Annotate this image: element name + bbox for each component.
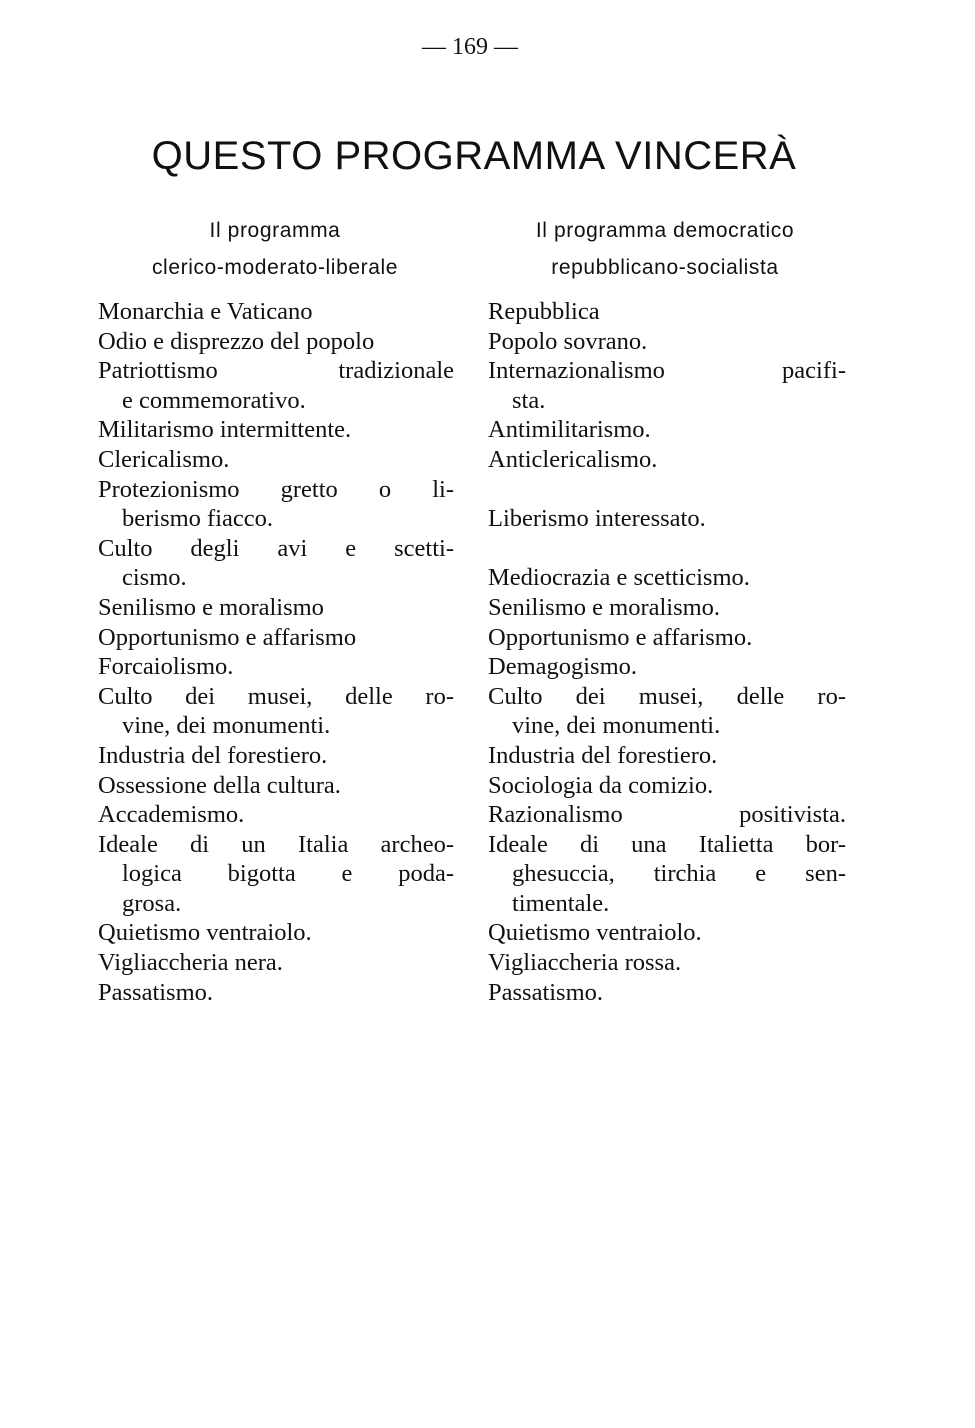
page-number: — 169 — (422, 34, 518, 60)
list-line: Repubblica (488, 298, 600, 325)
list-line: e commemorativo. (122, 386, 306, 414)
list-line: Opportunismo e affarismo. (488, 623, 753, 651)
list-line: Liberismo interessato. (488, 505, 706, 533)
list-line: Ideale di una Italietta bor- (488, 830, 846, 858)
list-line: berismo fiacco. (122, 505, 274, 533)
right-column-list (488, 297, 846, 1007)
list-line: Senilismo e moralismo. (488, 593, 721, 621)
list-line: grosa. (122, 889, 182, 917)
list-line (488, 475, 846, 505)
list-line: cismo. (122, 564, 187, 592)
list-line: Accademismo. (98, 801, 245, 829)
list-line: Vigliaccheria nera. (98, 949, 283, 977)
list-line: Industria del forestiero. (488, 741, 718, 769)
list-line: Passatismo. (488, 978, 604, 1006)
list-line: Razionalismo positivista. (488, 801, 846, 829)
list-line: logica bigotta e poda- (122, 860, 454, 888)
list-line (488, 534, 846, 564)
list-line: Ideale di un Italia archeo- (98, 830, 454, 858)
list-line: Vigliaccheria rossa. (488, 949, 682, 977)
list-line: Mediocrazia e scetticismo. (488, 564, 750, 592)
list-line: ghesuccia, tirchia e sen- (512, 860, 846, 888)
heading-line: Il programma (209, 219, 341, 242)
list-line: timentale. (512, 889, 610, 917)
heading-line: Il programma democratico (535, 219, 795, 242)
list-line: Popolo sovrano. (488, 327, 648, 355)
list-line: Ossessione della cultura. (98, 771, 341, 799)
list-line: Forcaiolismo. (98, 653, 234, 681)
list-line: Senilismo e moralismo (98, 593, 324, 621)
list-line: Quietismo ventraiolo. (488, 919, 702, 947)
list-line: Anticlericalismo. (488, 445, 658, 473)
list-line: Culto dei musei, delle ro- (488, 682, 846, 710)
list-line: Militarismo intermittente. (98, 416, 352, 444)
list-line: Passatismo. (98, 978, 214, 1006)
left-column-list (98, 297, 454, 1007)
list-line: Patriottismo tradizionale (98, 357, 454, 385)
list-line: Culto degli avi e scetti- (98, 534, 454, 562)
list-line: Internazionalismo pacifi- (488, 357, 846, 385)
left-column-heading (85, 212, 465, 286)
list-line: Culto dei musei, delle ro- (98, 682, 454, 710)
list-line: Odio e disprezzo del popolo (98, 327, 375, 355)
heading-line: clerico-moderato-liberale (151, 256, 399, 279)
list-line: Demagogismo. (488, 653, 638, 681)
page-title: QUESTO PROGRAMMA VINCERÀ (151, 134, 797, 178)
list-line: Clericalismo. (98, 445, 230, 473)
list-line: Antimilitarismo. (488, 416, 651, 444)
list-line: Industria del forestiero. (98, 741, 328, 769)
list-line: vine, dei monumenti. (122, 712, 331, 740)
heading-line: repubblicano-socialista (551, 256, 779, 279)
list-line: Opportunismo e affarismo (98, 623, 357, 651)
list-line: vine, dei monumenti. (512, 712, 721, 740)
list-line: Monarchia e Vaticano (98, 298, 313, 325)
list-line: Protezionismo gretto o li- (98, 475, 454, 503)
list-line: sta. (512, 386, 546, 414)
right-column-heading (475, 212, 855, 286)
list-line: Sociologia da comizio. (488, 771, 714, 799)
list-line: Quietismo ventraiolo. (98, 919, 312, 947)
